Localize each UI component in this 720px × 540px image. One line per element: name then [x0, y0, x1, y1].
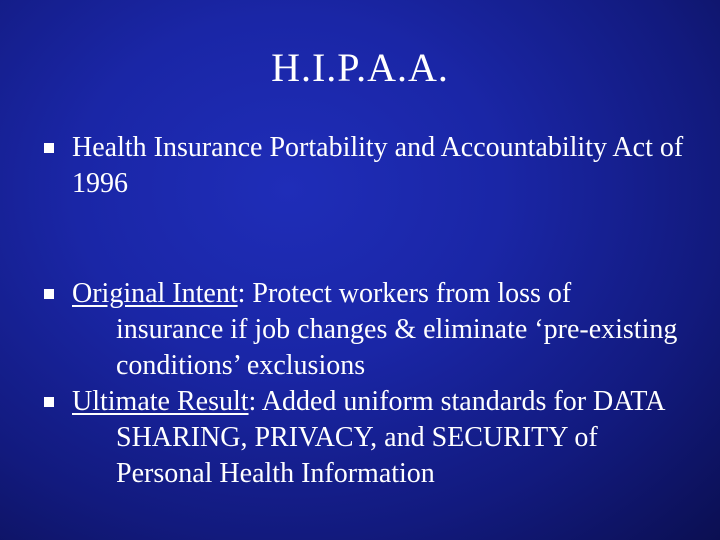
square-bullet-icon [44, 289, 54, 299]
bullet-text: Protect workers from loss of insurance if job changes & eliminate ‘pre-existing conditions’ exclusions [116, 278, 678, 381]
bullet-separator: : [248, 386, 257, 417]
bullet-text: Added uniform standards for DATA SHARING, PRIVACY, and SECURITY of Personal Health Information [116, 386, 664, 489]
bullet-label: Ultimate Result [72, 386, 249, 417]
square-bullet-icon [44, 143, 54, 153]
bullet-separator: : [237, 278, 246, 309]
bullet-item-original-intent [44, 276, 684, 384]
bullet-list [44, 130, 684, 492]
bullet-item-ultimate-result [44, 384, 684, 492]
bullet-text: Health Insurance Portability and Accountability Act of 1996 [72, 132, 684, 199]
bullet-label: Original Intent [72, 278, 238, 309]
bullet-item-hipaa-definition [44, 130, 684, 202]
square-bullet-icon [44, 397, 54, 407]
slide-title: H.I.P.A.A. [271, 45, 449, 90]
